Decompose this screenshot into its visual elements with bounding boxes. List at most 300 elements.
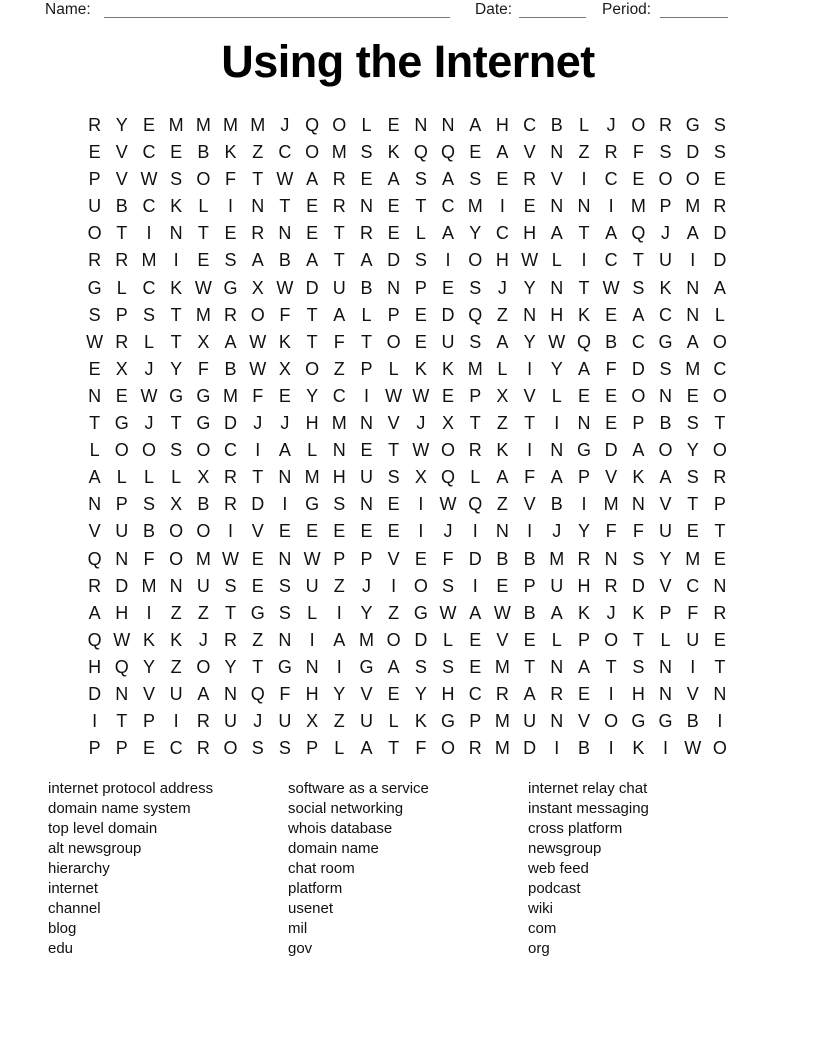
grid-cell: L	[660, 629, 671, 650]
grid-cell: R	[88, 575, 102, 596]
grid-cell: I	[527, 440, 533, 461]
grid-cell: I	[92, 711, 98, 732]
grid-cell: B	[523, 548, 536, 569]
grid-cell: E	[605, 385, 618, 406]
grid-cell: P	[469, 385, 482, 406]
grid-cell: F	[605, 358, 617, 379]
grid-cell: Q	[441, 467, 456, 488]
grid-cell: O	[169, 521, 184, 542]
grid-cell: F	[605, 521, 617, 542]
grid-cell: B	[278, 250, 291, 271]
grid-cell: J	[497, 277, 507, 298]
grid-cell: A	[251, 250, 264, 271]
grid-cell: W	[249, 331, 267, 352]
word-item: web feed	[528, 860, 589, 877]
grid-cell: N	[686, 304, 700, 325]
grid-cell: S	[414, 250, 427, 271]
grid-cell: C	[495, 223, 509, 244]
grid-cell: Z	[170, 602, 182, 623]
grid-cell: S	[360, 142, 373, 163]
grid-cell: A	[306, 169, 319, 190]
grid-cell: A	[686, 331, 699, 352]
word-item: platform	[288, 880, 343, 897]
grid-cell: F	[333, 331, 345, 352]
grid-cell: T	[415, 196, 427, 217]
grid-cell: R	[115, 250, 129, 271]
grid-cell: B	[550, 115, 563, 135]
grid-cell: I	[363, 385, 369, 406]
grid-cell: T	[225, 602, 237, 623]
grid-cell: E	[632, 169, 645, 190]
word-item: usenet	[288, 900, 334, 917]
grid-cell: E	[142, 738, 155, 759]
word-item: instant messaging	[528, 800, 649, 817]
grid-cell: P	[713, 494, 726, 515]
grid-cell: Y	[469, 223, 482, 244]
grid-cell: D	[251, 494, 265, 515]
grid-cell: S	[88, 304, 101, 325]
grid-cell: C	[468, 683, 482, 704]
grid-cell: V	[387, 548, 400, 569]
grid-cell: E	[306, 223, 319, 244]
grid-cell: W	[86, 331, 104, 352]
grid-cell: A	[496, 331, 509, 352]
word-item: gov	[288, 940, 313, 957]
grid-cell: R	[196, 711, 210, 732]
grid-cell: Q	[576, 331, 591, 352]
grid-cell: U	[441, 331, 455, 352]
grid-cell: Z	[578, 142, 590, 163]
grid-cell: C	[441, 196, 455, 217]
grid-cell: R	[88, 250, 102, 271]
grid-cell: N	[278, 548, 292, 569]
word-item: domain name system	[48, 800, 191, 817]
grid-cell: E	[523, 196, 536, 217]
grid-cell: J	[661, 223, 671, 244]
grid-cell: M	[494, 656, 510, 677]
grid-cell: E	[88, 358, 101, 379]
grid-cell: E	[469, 656, 482, 677]
grid-cell: N	[359, 413, 373, 434]
grid-cell: A	[224, 331, 237, 352]
grid-cell: M	[494, 738, 510, 759]
grid-cell: Y	[577, 521, 590, 542]
grid-cell: N	[88, 385, 102, 406]
grid-cell: E	[197, 250, 210, 271]
grid-cell: K	[387, 142, 400, 163]
grid-cell: W	[602, 277, 620, 298]
grid-cell: Q	[468, 304, 483, 325]
grid-cell: S	[469, 169, 482, 190]
grid-cell: O	[196, 169, 211, 190]
grid-cell: W	[276, 169, 294, 190]
grid-cell: R	[224, 467, 238, 488]
grid-cell: N	[414, 115, 428, 135]
grid-cell: I	[581, 169, 587, 190]
grid-cell: S	[414, 656, 427, 677]
grid-cell: L	[361, 304, 372, 325]
grid-cell: J	[144, 358, 154, 379]
grid-cell: S	[170, 169, 183, 190]
grid-cell: D	[631, 575, 645, 596]
grid-cell: Y	[115, 115, 128, 135]
grid-cell: C	[604, 169, 618, 190]
grid-cell: N	[495, 521, 509, 542]
grid-cell: I	[228, 196, 234, 217]
grid-cell: E	[170, 142, 183, 163]
grid-cell: O	[604, 711, 619, 732]
grid-cell: S	[333, 494, 346, 515]
grid-cell: G	[631, 711, 646, 732]
grid-cell: M	[331, 413, 347, 434]
grid-cell: T	[306, 331, 318, 352]
grid-row	[81, 220, 734, 247]
grid-cell: E	[442, 277, 455, 298]
grid-cell: L	[388, 711, 399, 732]
grid-cell: Q	[441, 142, 456, 163]
period-label: Period:	[602, 1, 652, 18]
period-blank-line	[660, 2, 728, 18]
grid-cell: T	[279, 196, 291, 217]
date-blank-line	[519, 2, 586, 18]
grid-cell: X	[115, 358, 128, 379]
grid-cell: U	[169, 683, 183, 704]
word-item: alt newsgroup	[48, 840, 142, 857]
grid-cell: N	[659, 385, 673, 406]
grid-cell: R	[115, 331, 129, 352]
grid-cell: O	[712, 331, 727, 352]
grid-cell: I	[472, 575, 478, 596]
grid-cell: F	[687, 602, 699, 623]
grid-cell: T	[388, 738, 400, 759]
grid-cell: M	[195, 548, 211, 569]
grid-cell: L	[415, 223, 426, 244]
grid-cell: G	[114, 413, 129, 434]
grid-cell: C	[631, 331, 645, 352]
grid-cell: S	[278, 575, 291, 596]
grid-cell: P	[577, 467, 590, 488]
grid-cell: P	[115, 738, 128, 759]
grid-cell: N	[550, 440, 564, 461]
grid-cell: H	[88, 656, 102, 677]
grid-cell: Z	[252, 629, 264, 650]
grid-cell: T	[687, 494, 699, 515]
grid-cell: K	[170, 629, 183, 650]
grid-cell: N	[359, 196, 373, 217]
grid-cell: A	[605, 223, 618, 244]
grid-cell: E	[88, 142, 101, 163]
grid-row	[81, 166, 734, 193]
grid-cell: N	[88, 494, 102, 515]
grid-cell: T	[714, 656, 726, 677]
grid-cell: N	[659, 656, 673, 677]
grid-cell: O	[223, 738, 238, 759]
grid-cell: C	[142, 277, 156, 298]
grid-cell: O	[712, 440, 727, 461]
grid-cell: E	[414, 304, 427, 325]
grid-cell: W	[548, 331, 566, 352]
grid-cell: A	[659, 467, 672, 488]
grid-cell: A	[469, 602, 482, 623]
grid-cell: P	[577, 629, 590, 650]
grid-cell: V	[523, 142, 536, 163]
grid-cell: G	[685, 115, 700, 135]
grid-cell: R	[577, 548, 591, 569]
grid-row	[81, 735, 734, 762]
grid-cell: A	[496, 142, 509, 163]
grid-cell: A	[387, 656, 400, 677]
grid-cell: I	[472, 521, 478, 542]
grid-cell: R	[468, 440, 482, 461]
grid-cell: N	[387, 277, 401, 298]
grid-cell: Y	[170, 358, 183, 379]
grid-cell: Z	[252, 142, 264, 163]
grid-cell: K	[632, 602, 645, 623]
grid-cell: N	[659, 683, 673, 704]
grid-cell: E	[469, 629, 482, 650]
grid-cell: G	[87, 277, 102, 298]
grid-cell: S	[442, 575, 455, 596]
grid-cell: U	[332, 277, 346, 298]
grid-cell: G	[359, 656, 374, 677]
grid-cell: P	[387, 304, 400, 325]
grid-cell: N	[278, 629, 292, 650]
word-item: com	[528, 920, 557, 937]
grid-cell: M	[195, 304, 211, 325]
grid-cell: X	[170, 494, 183, 515]
word-search-grid	[81, 112, 734, 762]
grid-cell: D	[441, 304, 455, 325]
grid-cell: A	[333, 629, 346, 650]
grid-cell: O	[386, 331, 401, 352]
grid-cell: H	[577, 575, 591, 596]
grid-cell: A	[577, 358, 590, 379]
grid-cell: Y	[550, 358, 563, 379]
name-blank-line	[104, 2, 450, 18]
grid-cell: R	[224, 629, 238, 650]
grid-cell: W	[439, 602, 457, 623]
grid-row	[81, 546, 734, 573]
grid-cell: K	[278, 331, 291, 352]
grid-cell: I	[173, 711, 179, 732]
grid-cell: I	[527, 521, 533, 542]
grid-cell: S	[686, 467, 699, 488]
word-item: hierarchy	[48, 860, 110, 877]
grid-cell: G	[196, 413, 211, 434]
grid-cell: B	[686, 711, 699, 732]
grid-cell: O	[712, 385, 727, 406]
grid-cell: I	[690, 250, 696, 271]
grid-cell: U	[659, 250, 673, 271]
grid-cell: N	[713, 575, 727, 596]
grid-cell: M	[358, 629, 374, 650]
word-item: org	[528, 940, 550, 957]
grid-cell: U	[278, 711, 292, 732]
grid-cell: A	[306, 250, 319, 271]
grid-cell: P	[333, 548, 346, 569]
grid-cell: S	[469, 277, 482, 298]
grid-cell: F	[143, 548, 155, 569]
grid-cell: G	[658, 711, 673, 732]
grid-cell: H	[332, 467, 346, 488]
grid-row	[81, 193, 734, 220]
grid-cell: R	[251, 223, 265, 244]
grid-cell: K	[170, 196, 183, 217]
grid-cell: S	[170, 440, 183, 461]
grid-cell: R	[224, 494, 238, 515]
grid-cell: V	[686, 683, 699, 704]
grid-cell: V	[550, 169, 563, 190]
grid-cell: O	[169, 548, 184, 569]
grid-cell: F	[632, 521, 644, 542]
grid-cell: V	[605, 467, 618, 488]
grid-cell: Z	[333, 711, 345, 732]
grid-cell: A	[713, 277, 726, 298]
grid-cell: Y	[523, 277, 536, 298]
grid-cell: Q	[114, 656, 129, 677]
grid-cell: D	[713, 250, 727, 271]
word-item: edu	[48, 940, 74, 957]
grid-cell: S	[659, 142, 672, 163]
grid-cell: E	[496, 169, 509, 190]
grid-cell: V	[88, 521, 101, 542]
grid-cell: T	[524, 656, 536, 677]
grid-cell: M	[331, 142, 347, 163]
grid-cell: R	[604, 575, 618, 596]
grid-cell: T	[578, 223, 590, 244]
grid-cell: B	[142, 521, 155, 542]
grid-cell: J	[361, 575, 371, 596]
grid-cell: U	[115, 521, 129, 542]
grid-cell: E	[686, 521, 699, 542]
grid-cell: Z	[333, 575, 345, 596]
grid-cell: O	[250, 304, 265, 325]
grid-cell: K	[224, 142, 237, 163]
grid-cell: D	[523, 738, 537, 759]
grid-cell: S	[632, 656, 645, 677]
grid-cell: B	[197, 494, 210, 515]
grid-cell: A	[360, 250, 373, 271]
grid-cell: W	[684, 738, 702, 759]
grid-cell: K	[442, 358, 455, 379]
grid-cell: L	[307, 602, 318, 623]
grid-cell: O	[413, 575, 428, 596]
grid-cell: T	[252, 656, 264, 677]
grid-cell: V	[142, 683, 155, 704]
grid-cell: W	[113, 629, 131, 650]
grid-row	[81, 491, 734, 518]
grid-cell: I	[336, 602, 342, 623]
grid-cell: N	[550, 196, 564, 217]
grid-cell: O	[305, 358, 320, 379]
grid-cell: E	[686, 385, 699, 406]
grid-row	[81, 437, 734, 464]
grid-cell: N	[523, 304, 537, 325]
grid-cell: G	[277, 656, 292, 677]
grid-cell: E	[387, 521, 400, 542]
grid-cell: R	[659, 115, 673, 135]
grid-cell: T	[632, 629, 644, 650]
grid-cell: N	[359, 494, 373, 515]
grid-cell: E	[387, 115, 400, 135]
grid-row	[81, 654, 734, 681]
grid-cell: T	[252, 467, 264, 488]
grid-cell: N	[550, 711, 564, 732]
grid-cell: O	[87, 223, 102, 244]
word-item: top level domain	[48, 820, 158, 837]
grid-cell: P	[414, 277, 427, 298]
grid-cell: C	[523, 115, 537, 135]
grid-cell: N	[577, 413, 591, 434]
grid-cell: P	[469, 711, 482, 732]
grid-cell: N	[115, 548, 129, 569]
grid-cell: V	[577, 711, 590, 732]
grid-cell: N	[305, 656, 319, 677]
date-label: Date:	[475, 1, 513, 18]
grid-cell: F	[252, 385, 264, 406]
grid-cell: T	[116, 223, 128, 244]
grid-cell: G	[441, 711, 456, 732]
word-item: mil	[288, 920, 308, 937]
grid-cell: E	[469, 142, 482, 163]
grid-cell: C	[604, 250, 618, 271]
grid-cell: U	[523, 711, 537, 732]
grid-cell: E	[605, 413, 618, 434]
grid-row	[81, 247, 734, 274]
grid-cell: O	[658, 169, 673, 190]
grid-cell: Z	[496, 413, 508, 434]
grid-cell: T	[170, 331, 182, 352]
grid-cell: C	[278, 142, 292, 163]
grid-cell: T	[333, 250, 345, 271]
grid-row	[81, 383, 734, 410]
grid-cell: Z	[197, 602, 209, 623]
grid-cell: E	[333, 521, 346, 542]
grid-cell: U	[659, 521, 673, 542]
grid-cell: B	[224, 358, 237, 379]
grid-cell: K	[632, 738, 645, 759]
grid-cell: D	[631, 358, 645, 379]
grid-cell: H	[441, 683, 455, 704]
grid-cell: B	[659, 413, 672, 434]
grid-cell: V	[496, 629, 509, 650]
grid-cell: W	[521, 250, 539, 271]
grid-cell: M	[223, 115, 239, 135]
grid-cell: E	[360, 440, 373, 461]
word-item: internet	[48, 880, 99, 897]
grid-cell: O	[685, 169, 700, 190]
grid-cell: Z	[170, 656, 182, 677]
grid-cell: R	[713, 467, 727, 488]
grid-cell: L	[143, 467, 154, 488]
grid-cell: G	[196, 385, 211, 406]
grid-cell: Q	[468, 494, 483, 515]
grid-cell: B	[523, 602, 536, 623]
grid-cell: P	[360, 548, 373, 569]
grid-cell: A	[88, 602, 101, 623]
grid-cell: R	[495, 683, 509, 704]
grid-cell: T	[89, 413, 101, 434]
grid-cell: O	[196, 656, 211, 677]
grid-cell: J	[280, 413, 290, 434]
grid-cell: E	[442, 385, 455, 406]
grid-cell: H	[305, 683, 319, 704]
grid-cell: I	[282, 494, 288, 515]
grid-cell: K	[142, 629, 155, 650]
grid-cell: K	[170, 277, 183, 298]
grid-cell: A	[469, 115, 482, 135]
grid-cell: O	[712, 738, 727, 759]
